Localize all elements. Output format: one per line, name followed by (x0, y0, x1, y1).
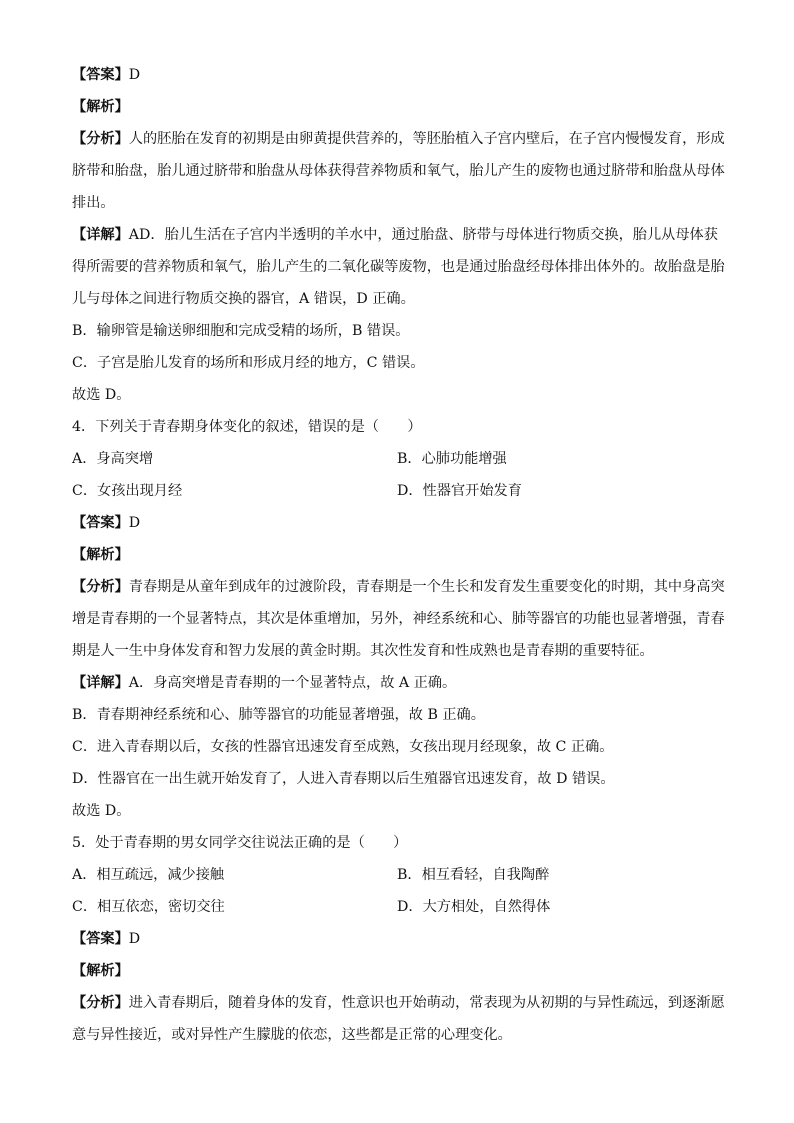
q3-conclusion: 故选 D。 (72, 387, 131, 403)
q4-fenxi-line-3: 期是人一生中身体发育和智力发展的黄金时期。其次性发育和性成熟也是青春期的重要特征。 (72, 643, 654, 659)
q4-option-c: C．女孩出现月经 (72, 483, 183, 499)
q3-fenxi-line-3: 排出。 (72, 195, 115, 211)
xiangjie-tag: 【详解】 (72, 227, 129, 243)
q5-option-d: D．大方相处，自然得体 (397, 899, 551, 915)
answer-tag: 【答案】 (72, 515, 129, 531)
answer-value: D (128, 67, 141, 83)
answer-value: D (128, 515, 141, 531)
q4-option-a: A．身高突增 (72, 451, 154, 467)
q4-fenxi-line-1: 【分析】青春期是从童年到成年的过渡阶段，青春期是一个生长和发育发生重要变化的时期，其中身高突 (72, 579, 725, 595)
q3-xiangjie-line-5: C．子宫是胎儿发育的场所和形成月经的地方，C 错误。 (72, 355, 425, 371)
answer-value: D (128, 931, 141, 947)
q5-fenxi-line-2: 意与异性接近，或对异性产生朦胧的依恋，这些都是正常的心理变化。 (72, 1027, 512, 1043)
q3-fenxi-line-2: 脐带和胎盘，胎儿通过脐带和胎盘从母体获得营养物质和氧气，胎儿产生的废物也通过脐带和胎盘从母体 (72, 163, 725, 179)
q4-xiangjie-line-1: 【详解】A．身高突增是青春期的一个显著特点，故 A 正确。 (72, 675, 457, 691)
q4-xiangjie-line-2: B．青春期神经系统和心、肺等器官的功能显著增强，故 B 正确。 (72, 707, 485, 723)
q4-option-d: D．性器官开始发育 (397, 483, 522, 499)
q5-options-row-2 (72, 898, 722, 916)
q4-conclusion: 故选 D。 (72, 803, 131, 819)
q4-options-row-2 (72, 482, 722, 500)
fenxi-tag: 【分析】 (72, 995, 129, 1011)
q4-option-b: B．心肺功能增强 (397, 451, 507, 467)
answer-tag: 【答案】 (72, 67, 129, 83)
q5-option-b: B．相互看轻，自我陶醉 (397, 867, 550, 883)
q3-fenxi-line-1: 【分析】人的胚胎在发育的初期是由卵黄提供营养的，等胚胎植入子宫内壁后，在子宫内慢慢发育，形成 (72, 131, 725, 147)
q5-stem: 5．处于青春期的男女同学交往说法正确的是（ ） (72, 835, 408, 851)
fenxi-tag: 【分析】 (72, 579, 129, 595)
xiangjie-tag: 【详解】 (72, 675, 129, 691)
answer-tag: 【答案】 (72, 931, 129, 947)
q4-stem: 4．下列关于青春期身体变化的叙述，错误的是（ ） (72, 419, 422, 435)
q5-option-a: A．相互疏远，减少接触 (72, 867, 225, 883)
q3-xiangjie-line-4: B．输卵管是输送卵细胞和完成受精的场所，B 错误。 (72, 323, 410, 339)
q3-xiangjie-line-3: 儿与母体之间进行物质交换的器官，A 错误，D 正确。 (72, 291, 415, 307)
fenxi-tag: 【分析】 (72, 131, 129, 147)
q3-answer-line (72, 66, 722, 84)
q4-fenxi-line-2: 增是青春期的一个显著特点，其次是体重增加，另外，神经系统和心、肺等器官的功能也显著增强，青春 (72, 611, 725, 627)
q4-answer-line (72, 514, 722, 532)
q4-options-row-1 (72, 450, 722, 468)
q3-analysis-heading: 【解析】 (72, 99, 129, 115)
q5-analysis-heading: 【解析】 (72, 963, 129, 979)
q4-xiangjie-line-4: D．性器官在一出生就开始发育了，人进入青春期以后生殖器官迅速发育，故 D 错误。 (72, 771, 615, 787)
q3-xiangjie-line-1: 【详解】AD．胎儿生活在子宫内半透明的羊水中，通过胎盘、脐带与母体进行物质交换，胎儿从母体获 (72, 227, 718, 243)
q4-analysis-heading: 【解析】 (72, 547, 129, 563)
q5-options-row-1 (72, 866, 722, 884)
q5-fenxi-line-1: 【分析】进入青春期后，随着身体的发育，性意识也开始萌动，常表现为从初期的与异性疏远，到逐渐愿 (72, 995, 725, 1011)
q3-xiangjie-line-2: 得所需要的营养物质和氧气，胎儿产生的二氧化碳等废物，也是通过胎盘经母体排出体外的。故胎盘是胎 (72, 259, 725, 275)
q5-answer-line (72, 930, 722, 948)
q5-option-c: C．相互依恋，密切交往 (72, 899, 225, 915)
q4-xiangjie-line-3: C．进入青春期以后，女孩的性器官迅速发育至成熟，女孩出现月经现象，故 C 正确。 (72, 739, 614, 755)
